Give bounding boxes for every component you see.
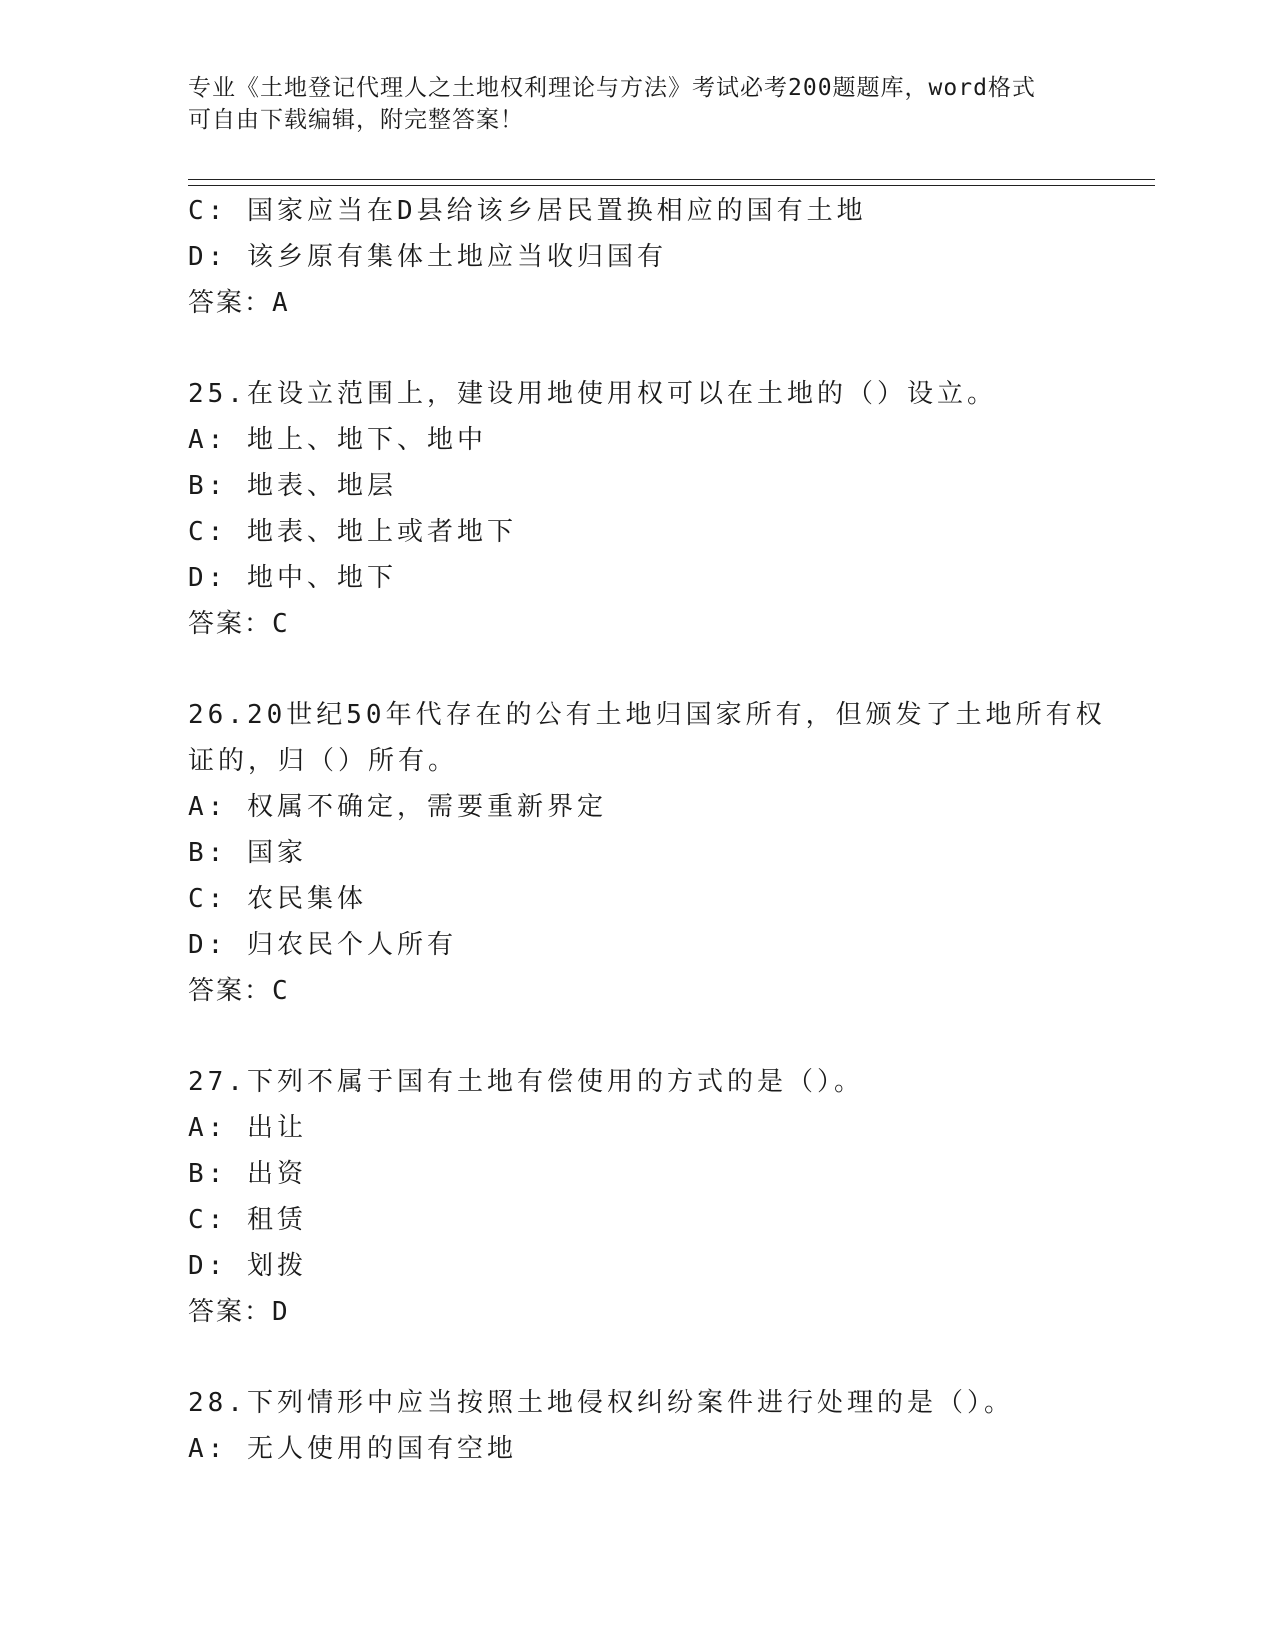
answer-line: 答案：C (188, 609, 290, 639)
option-a: A: 权属不确定，需要重新界定 (188, 792, 607, 822)
question-stem: 27.下列不属于国有土地有偿使用的方式的是（）。 (188, 1067, 864, 1097)
question-stem: 26.20世纪50年代存在的公有土地归国家所有，但颁发了土地所有权 (188, 700, 1106, 730)
question-24-continuation (188, 188, 1148, 326)
question-stem: 25.在设立范围上，建设用地使用权可以在土地的（）设立。 (188, 379, 997, 409)
question-28 (188, 1380, 1148, 1472)
option-a: A: 出让 (188, 1113, 307, 1143)
option-c: C: 国家应当在D县给该乡居民置换相应的国有土地 (188, 196, 867, 226)
question-25 (188, 371, 1148, 647)
header-divider-bottom (188, 185, 1155, 186)
option-d: D: 归农民个人所有 (188, 930, 457, 960)
question-stem-continued: 证的，归（）所有。 (188, 746, 459, 776)
option-b: B: 地表、地层 (188, 471, 397, 501)
option-b: B: 出资 (188, 1159, 307, 1189)
document-header (188, 72, 1088, 136)
document-body (188, 188, 1148, 1472)
answer-line: 答案：C (188, 976, 290, 1006)
answer-line: 答案：A (188, 288, 290, 318)
answer-line: 答案：D (188, 1297, 290, 1327)
question-stem: 28.下列情形中应当按照土地侵权纠纷案件进行处理的是（）。 (188, 1388, 1014, 1418)
option-d: D: 该乡原有集体土地应当收归国有 (188, 242, 667, 272)
option-d: D: 划拨 (188, 1251, 307, 1281)
option-c: C: 农民集体 (188, 884, 367, 914)
header-title-line-1: 专业《土地登记代理人之土地权利理论与方法》考试必考200题题库，word格式 (188, 75, 1036, 101)
option-c: C: 租赁 (188, 1205, 307, 1235)
header-title-line-2: 可自由下载编辑，附完整答案！ (188, 107, 524, 133)
question-26 (188, 692, 1148, 1014)
question-27 (188, 1059, 1148, 1335)
header-divider-top (188, 179, 1155, 180)
option-a: A: 地上、地下、地中 (188, 425, 487, 455)
option-c: C: 地表、地上或者地下 (188, 517, 517, 547)
option-b: B: 国家 (188, 838, 307, 868)
option-d: D: 地中、地下 (188, 563, 397, 593)
option-a: A: 无人使用的国有空地 (188, 1434, 517, 1464)
